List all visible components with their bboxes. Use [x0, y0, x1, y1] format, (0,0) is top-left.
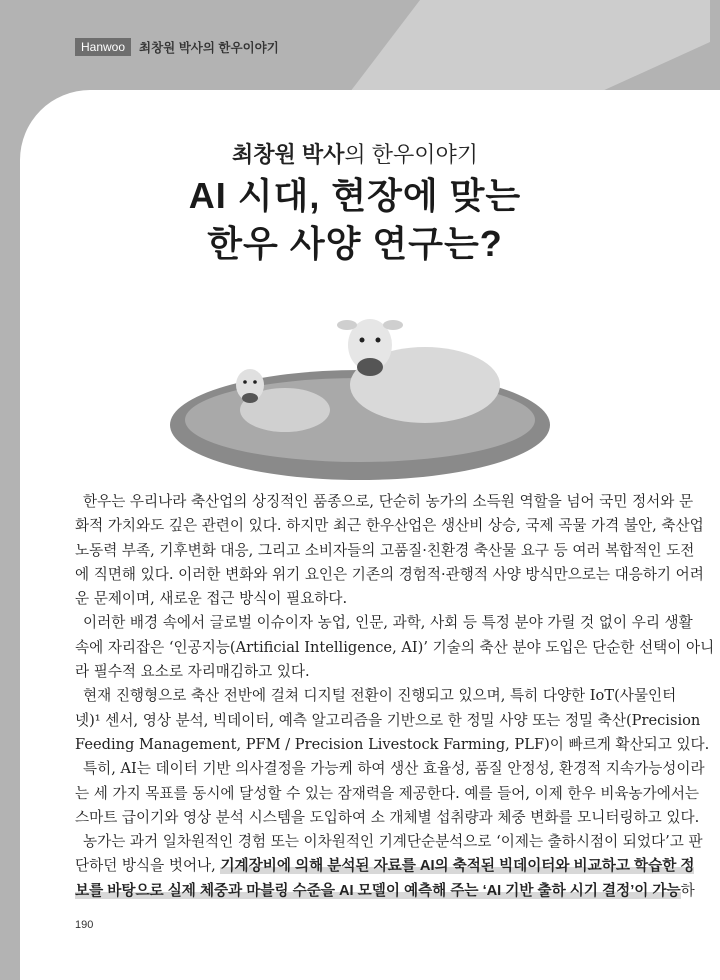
body-line	[75, 879, 695, 903]
page-number: 190	[75, 919, 94, 931]
article-title-line1: AI 시대, 현장에 맞는	[188, 175, 522, 216]
section-tag: Hanwoo	[75, 38, 131, 56]
body-line: 특히, AI는 데이터 기반 의사결정을 가능케 하여 생산 효율성, 품질 안정성, 환경적 지속가능성이라	[83, 760, 705, 778]
body-line: 는 세 가지 목표를 동시에 달성할 수 있는 잠재력을 제공한다. 예를 들어, 이제 한우 비육농가에서는	[75, 784, 700, 802]
body-text: 단하던 방식을 벗어나,	[75, 857, 221, 875]
kicker-rest: 의 한우이야기	[344, 142, 478, 167]
body-line: 운 문제이며, 새로운 접근 방식이 필요하다.	[75, 590, 348, 608]
highlighted-text: 보를 바탕으로 실제 체중과 마블링 수준을 AI 모델이 예측해 주는 ‘AI 기반 출하 시기 결정’이 가능	[75, 882, 681, 899]
body-text: 하	[680, 881, 695, 899]
series-title: 최창원 박사의 한우이야기	[139, 41, 279, 55]
body-line: 현재 진행형으로 축산 전반에 걸쳐 디지털 전환이 진행되고 있으며, 특히 다양한 IoT(사물인터	[83, 687, 677, 705]
article-title-line2: 한우 사양 연구는?	[207, 223, 503, 264]
kicker-author: 최창원 박사	[232, 142, 345, 167]
body-line: 한우는 우리나라 축산업의 상징적인 품종으로, 단순히 농가의 소득원 역할을 넘어 국민 정서와 문	[83, 493, 694, 510]
article-body	[75, 490, 715, 903]
body-line: 스마트 급이기와 영상 분석 시스템을 도입하여 소 개체별 섭취량과 체중 변화를 모니터링하고 있다.	[75, 808, 700, 826]
body-line	[75, 854, 695, 878]
body-line: 노동력 부족, 기후변화 대응, 그리고 소비자들의 고품질·친환경 축산물 요구 등 여러 복합적인 도전	[75, 541, 695, 559]
body-line: 속에 자리잡은 ‘인공지능(Artificial Intelligence, AI)’ 기술의 축산 분야 도입은 단순한 선택이 아니	[75, 638, 715, 656]
article-kicker	[0, 138, 710, 169]
running-header	[75, 38, 279, 56]
body-line: 화적 가치와도 깊은 관련이 있다. 하지만 최근 한우산업은 생산비 상승, 국제 곡물 가격 불안, 축산업	[75, 517, 704, 535]
body-line: 농가는 과거 일차원적인 경험 또는 이차원적인 기계단순분석으로 ‘이제는 출하시점이 되었다’고 판	[83, 833, 703, 851]
cows-photo	[165, 285, 550, 485]
body-line: 라 필수적 요소로 자리매김하고 있다.	[75, 663, 310, 681]
body-line: 이러한 배경 속에서 글로벌 이슈이자 농업, 인문, 과학, 사회 등 특정 분야 가릴 것 없이 우리 생활	[83, 614, 693, 632]
body-line: Feeding Management, PFM / Precision Livestock Farming, PLF)이 빠르게 확산되고 있다.	[75, 735, 710, 753]
highlighted-text: 기계장비에 의해 분석된 자료를 AI의 축적된 빅데이터와 비교하고 학습한 정	[220, 858, 695, 875]
body-line: 에 직면해 있다. 이러한 변화와 위기 요인은 기존의 경험적·관행적 사양 방식만으로는 대응하기 어려	[75, 565, 704, 583]
body-line: 넷)¹ 센서, 영상 분석, 빅데이터, 예측 알고리즘을 기반으로 한 정밀 사양 또는 정밀 축산(Precision	[75, 711, 701, 729]
